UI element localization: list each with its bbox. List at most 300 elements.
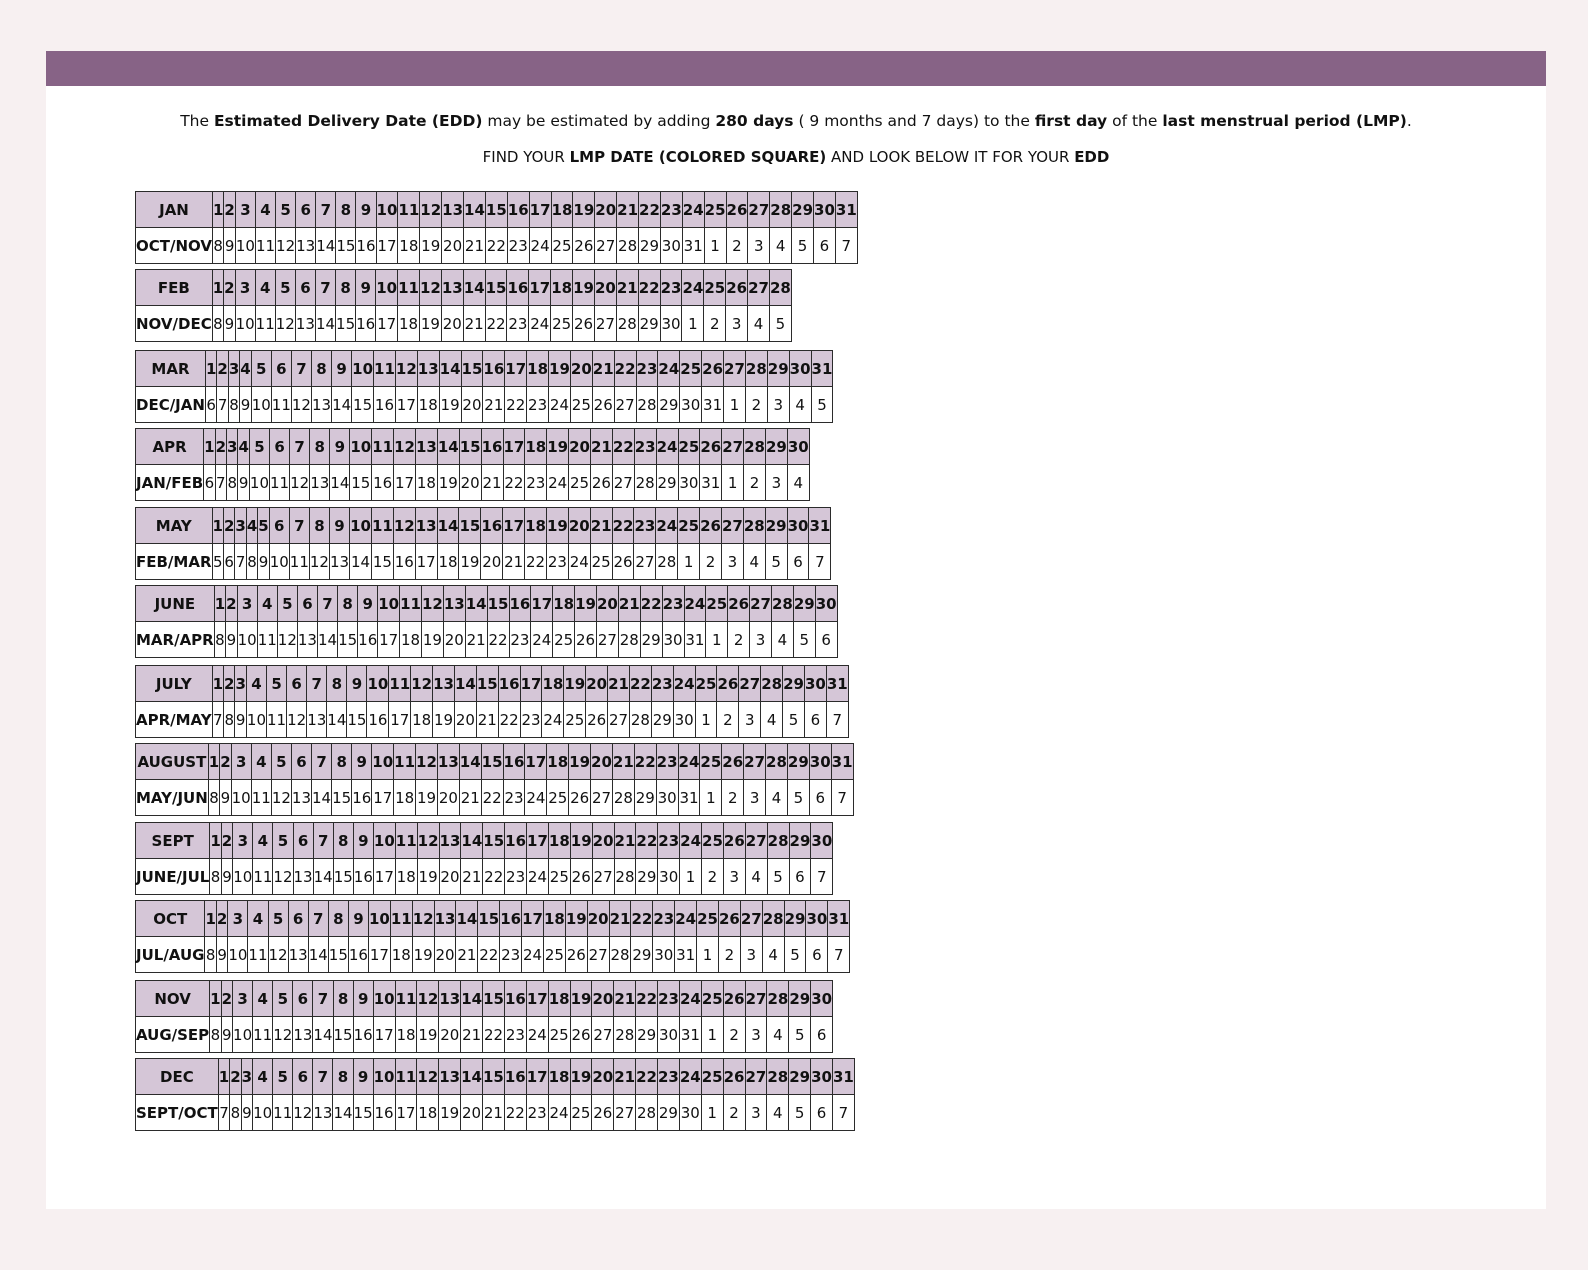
lmp-day-cell[interactable]: 10 bbox=[372, 744, 394, 780]
lmp-day-cell[interactable]: 11 bbox=[395, 823, 417, 859]
lmp-day-cell[interactable]: 12 bbox=[420, 192, 442, 228]
lmp-day-cell[interactable]: 5 bbox=[268, 901, 288, 937]
lmp-day-cell[interactable]: 21 bbox=[592, 351, 614, 387]
lmp-day-cell[interactable]: 6 bbox=[293, 1059, 313, 1095]
lmp-day-cell[interactable]: 23 bbox=[662, 586, 684, 622]
lmp-day-cell[interactable]: 28 bbox=[744, 429, 766, 465]
lmp-day-cell[interactable]: 21 bbox=[616, 270, 638, 306]
lmp-day-cell[interactable]: 24 bbox=[656, 429, 678, 465]
lmp-day-cell[interactable]: 18 bbox=[525, 429, 547, 465]
lmp-day-cell[interactable]: 14 bbox=[461, 981, 483, 1017]
lmp-day-cell[interactable]: 31 bbox=[811, 351, 833, 387]
lmp-day-cell[interactable]: 6 bbox=[296, 192, 316, 228]
lmp-day-cell[interactable]: 20 bbox=[570, 351, 592, 387]
lmp-day-cell[interactable]: 19 bbox=[565, 901, 587, 937]
lmp-day-cell[interactable]: 30 bbox=[811, 823, 833, 859]
lmp-day-cell[interactable]: 16 bbox=[483, 351, 505, 387]
lmp-day-cell[interactable]: 26 bbox=[718, 901, 740, 937]
lmp-day-cell[interactable]: 9 bbox=[356, 192, 376, 228]
lmp-day-cell[interactable]: 12 bbox=[395, 351, 417, 387]
lmp-day-cell[interactable]: 9 bbox=[353, 981, 373, 1017]
lmp-day-cell[interactable]: 23 bbox=[656, 744, 678, 780]
lmp-day-cell[interactable]: 13 bbox=[417, 351, 439, 387]
lmp-day-cell[interactable]: 2 bbox=[217, 351, 228, 387]
lmp-day-cell[interactable]: 20 bbox=[568, 508, 590, 544]
lmp-day-cell[interactable]: 5 bbox=[249, 429, 269, 465]
lmp-day-cell[interactable]: 23 bbox=[658, 823, 680, 859]
lmp-day-cell[interactable]: 11 bbox=[400, 586, 422, 622]
lmp-day-cell[interactable]: 1 bbox=[212, 666, 223, 702]
lmp-day-cell[interactable]: 8 bbox=[333, 981, 353, 1017]
lmp-day-cell[interactable]: 22 bbox=[614, 351, 636, 387]
lmp-day-cell[interactable]: 27 bbox=[745, 823, 767, 859]
lmp-day-cell[interactable]: 12 bbox=[422, 586, 444, 622]
lmp-day-cell[interactable]: 20 bbox=[591, 744, 613, 780]
lmp-day-cell[interactable]: 21 bbox=[591, 429, 613, 465]
lmp-day-cell[interactable]: 11 bbox=[398, 192, 420, 228]
lmp-day-cell[interactable]: 25 bbox=[697, 901, 719, 937]
lmp-day-cell[interactable]: 13 bbox=[439, 981, 461, 1017]
lmp-day-cell[interactable]: 12 bbox=[417, 1059, 439, 1095]
lmp-day-cell[interactable]: 13 bbox=[439, 1059, 461, 1095]
lmp-day-cell[interactable]: 25 bbox=[695, 666, 717, 702]
lmp-day-cell[interactable]: 3 bbox=[241, 1059, 252, 1095]
lmp-day-cell[interactable]: 16 bbox=[507, 270, 529, 306]
lmp-day-cell[interactable]: 29 bbox=[789, 981, 811, 1017]
lmp-day-cell[interactable]: 16 bbox=[498, 666, 520, 702]
lmp-day-cell[interactable]: 28 bbox=[743, 508, 765, 544]
lmp-day-cell[interactable]: 23 bbox=[660, 192, 682, 228]
lmp-day-cell[interactable]: 11 bbox=[398, 270, 420, 306]
lmp-day-cell[interactable]: 28 bbox=[761, 666, 783, 702]
lmp-day-cell[interactable]: 14 bbox=[437, 429, 459, 465]
lmp-day-cell[interactable]: 10 bbox=[350, 429, 372, 465]
lmp-day-cell[interactable]: 19 bbox=[575, 586, 597, 622]
lmp-day-cell[interactable]: 11 bbox=[395, 981, 417, 1017]
lmp-day-cell[interactable]: 4 bbox=[255, 192, 275, 228]
lmp-day-cell[interactable]: 4 bbox=[246, 666, 266, 702]
lmp-day-cell[interactable]: 18 bbox=[548, 981, 570, 1017]
lmp-day-cell[interactable]: 4 bbox=[255, 270, 275, 306]
lmp-day-cell[interactable]: 13 bbox=[442, 192, 464, 228]
lmp-day-cell[interactable]: 17 bbox=[520, 666, 542, 702]
lmp-day-cell[interactable]: 2 bbox=[221, 823, 232, 859]
lmp-day-cell[interactable]: 7 bbox=[308, 901, 328, 937]
lmp-day-cell[interactable]: 8 bbox=[333, 1059, 353, 1095]
lmp-day-cell[interactable]: 24 bbox=[680, 823, 702, 859]
lmp-day-cell[interactable]: 22 bbox=[636, 1059, 658, 1095]
lmp-day-cell[interactable]: 28 bbox=[745, 351, 767, 387]
lmp-day-cell[interactable]: 6 bbox=[270, 429, 290, 465]
lmp-day-cell[interactable]: 14 bbox=[461, 823, 483, 859]
lmp-day-cell[interactable]: 15 bbox=[485, 192, 507, 228]
lmp-day-cell[interactable]: 17 bbox=[529, 270, 551, 306]
lmp-day-cell[interactable]: 20 bbox=[569, 429, 591, 465]
lmp-day-cell[interactable]: 5 bbox=[251, 351, 271, 387]
lmp-day-cell[interactable]: 2 bbox=[216, 901, 227, 937]
lmp-day-cell[interactable]: 1 bbox=[212, 270, 223, 306]
lmp-day-cell[interactable]: 10 bbox=[373, 1059, 395, 1095]
lmp-day-cell[interactable]: 25 bbox=[700, 744, 722, 780]
lmp-day-cell[interactable]: 7 bbox=[291, 351, 311, 387]
lmp-day-cell[interactable]: 30 bbox=[804, 666, 826, 702]
lmp-day-cell[interactable]: 26 bbox=[723, 1059, 745, 1095]
lmp-day-cell[interactable]: 16 bbox=[500, 901, 522, 937]
lmp-day-cell[interactable]: 19 bbox=[573, 270, 595, 306]
lmp-day-cell[interactable]: 23 bbox=[658, 981, 680, 1017]
lmp-day-cell[interactable]: 2 bbox=[215, 429, 226, 465]
lmp-day-cell[interactable]: 26 bbox=[717, 666, 739, 702]
lmp-day-cell[interactable]: 1 bbox=[205, 901, 216, 937]
lmp-day-cell[interactable]: 1 bbox=[210, 823, 221, 859]
lmp-day-cell[interactable]: 3 bbox=[235, 192, 255, 228]
lmp-day-cell[interactable]: 20 bbox=[592, 981, 614, 1017]
lmp-day-cell[interactable]: 25 bbox=[704, 270, 726, 306]
lmp-day-cell[interactable]: 15 bbox=[481, 744, 503, 780]
lmp-day-cell[interactable]: 16 bbox=[507, 192, 529, 228]
lmp-day-cell[interactable]: 19 bbox=[570, 1059, 592, 1095]
lmp-day-cell[interactable]: 23 bbox=[634, 508, 656, 544]
lmp-day-cell[interactable]: 20 bbox=[592, 1059, 614, 1095]
lmp-day-cell[interactable]: 15 bbox=[461, 351, 483, 387]
lmp-day-cell[interactable]: 12 bbox=[417, 981, 439, 1017]
lmp-day-cell[interactable]: 4 bbox=[246, 508, 257, 544]
lmp-day-cell[interactable]: 23 bbox=[660, 270, 682, 306]
lmp-day-cell[interactable]: 29 bbox=[793, 586, 815, 622]
lmp-day-cell[interactable]: 30 bbox=[787, 508, 809, 544]
lmp-day-cell[interactable]: 6 bbox=[287, 666, 307, 702]
lmp-day-cell[interactable]: 10 bbox=[368, 901, 390, 937]
lmp-day-cell[interactable]: 26 bbox=[726, 192, 748, 228]
lmp-day-cell[interactable]: 4 bbox=[253, 1059, 273, 1095]
lmp-day-cell[interactable]: 5 bbox=[267, 666, 287, 702]
lmp-day-cell[interactable]: 7 bbox=[315, 270, 335, 306]
lmp-day-cell[interactable]: 28 bbox=[762, 901, 784, 937]
lmp-day-cell[interactable]: 22 bbox=[639, 192, 661, 228]
lmp-day-cell[interactable]: 17 bbox=[527, 823, 549, 859]
lmp-day-cell[interactable]: 19 bbox=[570, 823, 592, 859]
lmp-day-cell[interactable]: 2 bbox=[224, 666, 235, 702]
lmp-day-cell[interactable]: 24 bbox=[656, 508, 678, 544]
lmp-day-cell[interactable]: 22 bbox=[612, 508, 634, 544]
lmp-day-cell[interactable]: 6 bbox=[297, 586, 317, 622]
lmp-day-cell[interactable]: 10 bbox=[350, 508, 372, 544]
lmp-day-cell[interactable]: 17 bbox=[503, 508, 525, 544]
lmp-day-cell[interactable]: 27 bbox=[724, 351, 746, 387]
lmp-day-cell[interactable]: 27 bbox=[744, 744, 766, 780]
lmp-day-cell[interactable]: 24 bbox=[682, 192, 704, 228]
lmp-day-cell[interactable]: 2 bbox=[224, 270, 235, 306]
lmp-day-cell[interactable]: 9 bbox=[352, 744, 372, 780]
lmp-day-cell[interactable]: 6 bbox=[293, 823, 313, 859]
lmp-day-cell[interactable]: 20 bbox=[586, 666, 608, 702]
lmp-day-cell[interactable]: 25 bbox=[706, 586, 728, 622]
lmp-day-cell[interactable]: 11 bbox=[390, 901, 412, 937]
lmp-day-cell[interactable]: 2 bbox=[224, 192, 235, 228]
lmp-day-cell[interactable]: 3 bbox=[235, 508, 246, 544]
lmp-day-cell[interactable]: 15 bbox=[483, 1059, 505, 1095]
lmp-day-cell[interactable]: 17 bbox=[526, 1059, 548, 1095]
lmp-day-cell[interactable]: 27 bbox=[722, 429, 744, 465]
lmp-day-cell[interactable]: 11 bbox=[395, 1059, 417, 1095]
lmp-day-cell[interactable]: 3 bbox=[235, 666, 246, 702]
lmp-day-cell[interactable]: 8 bbox=[310, 429, 330, 465]
lmp-day-cell[interactable]: 15 bbox=[485, 270, 507, 306]
lmp-day-cell[interactable]: 7 bbox=[289, 508, 309, 544]
lmp-day-cell[interactable]: 28 bbox=[770, 192, 792, 228]
lmp-day-cell[interactable]: 21 bbox=[614, 981, 636, 1017]
lmp-day-cell[interactable]: 9 bbox=[332, 351, 352, 387]
lmp-day-cell[interactable]: 25 bbox=[680, 351, 702, 387]
lmp-day-cell[interactable]: 16 bbox=[504, 981, 526, 1017]
lmp-day-cell[interactable]: 22 bbox=[640, 586, 662, 622]
lmp-day-cell[interactable]: 21 bbox=[612, 744, 634, 780]
lmp-day-cell[interactable]: 6 bbox=[293, 981, 313, 1017]
lmp-day-cell[interactable]: 17 bbox=[526, 981, 548, 1017]
lmp-day-cell[interactable]: 4 bbox=[251, 744, 271, 780]
lmp-day-cell[interactable]: 3 bbox=[231, 744, 251, 780]
lmp-day-cell[interactable]: 24 bbox=[679, 981, 701, 1017]
lmp-day-cell[interactable]: 21 bbox=[618, 586, 640, 622]
lmp-day-cell[interactable]: 3 bbox=[233, 981, 253, 1017]
lmp-day-cell[interactable]: 15 bbox=[459, 508, 481, 544]
lmp-day-cell[interactable]: 11 bbox=[371, 508, 393, 544]
lmp-day-cell[interactable]: 27 bbox=[745, 981, 767, 1017]
lmp-day-cell[interactable]: 13 bbox=[434, 901, 456, 937]
lmp-day-cell[interactable]: 1 bbox=[212, 192, 223, 228]
lmp-day-cell[interactable]: 31 bbox=[833, 1059, 855, 1095]
lmp-day-cell[interactable]: 4 bbox=[257, 586, 277, 622]
lmp-day-cell[interactable]: 22 bbox=[631, 901, 653, 937]
lmp-day-cell[interactable]: 19 bbox=[570, 981, 592, 1017]
lmp-day-cell[interactable]: 1 bbox=[208, 744, 219, 780]
lmp-day-cell[interactable]: 18 bbox=[548, 1059, 570, 1095]
lmp-day-cell[interactable]: 8 bbox=[327, 666, 347, 702]
lmp-day-cell[interactable]: 14 bbox=[465, 586, 487, 622]
lmp-day-cell[interactable]: 30 bbox=[815, 586, 837, 622]
lmp-day-cell[interactable]: 18 bbox=[547, 744, 569, 780]
lmp-day-cell[interactable]: 5 bbox=[271, 744, 291, 780]
lmp-day-cell[interactable]: 25 bbox=[701, 981, 723, 1017]
lmp-day-cell[interactable]: 22 bbox=[636, 981, 658, 1017]
lmp-day-cell[interactable]: 29 bbox=[767, 351, 789, 387]
lmp-day-cell[interactable]: 5 bbox=[273, 981, 293, 1017]
lmp-day-cell[interactable]: 2 bbox=[230, 1059, 241, 1095]
lmp-day-cell[interactable]: 26 bbox=[723, 981, 745, 1017]
lmp-day-cell[interactable]: 27 bbox=[740, 901, 762, 937]
lmp-day-cell[interactable]: 25 bbox=[702, 823, 724, 859]
lmp-day-cell[interactable]: 27 bbox=[748, 270, 770, 306]
lmp-day-cell[interactable]: 14 bbox=[454, 666, 476, 702]
lmp-day-cell[interactable]: 14 bbox=[437, 508, 459, 544]
lmp-day-cell[interactable]: 12 bbox=[393, 508, 415, 544]
lmp-day-cell[interactable]: 13 bbox=[443, 586, 465, 622]
lmp-day-cell[interactable]: 13 bbox=[441, 270, 463, 306]
lmp-day-cell[interactable]: 25 bbox=[701, 1059, 723, 1095]
lmp-day-cell[interactable]: 17 bbox=[503, 429, 525, 465]
lmp-day-cell[interactable]: 3 bbox=[237, 586, 257, 622]
lmp-day-cell[interactable]: 30 bbox=[809, 744, 831, 780]
lmp-day-cell[interactable]: 6 bbox=[291, 744, 311, 780]
lmp-day-cell[interactable]: 15 bbox=[483, 823, 505, 859]
lmp-day-cell[interactable]: 7 bbox=[317, 586, 337, 622]
lmp-day-cell[interactable]: 29 bbox=[766, 429, 788, 465]
lmp-day-cell[interactable]: 7 bbox=[290, 429, 310, 465]
lmp-day-cell[interactable]: 2 bbox=[226, 586, 237, 622]
lmp-day-cell[interactable]: 7 bbox=[316, 192, 336, 228]
lmp-day-cell[interactable]: 30 bbox=[811, 981, 833, 1017]
lmp-day-cell[interactable]: 17 bbox=[529, 192, 551, 228]
lmp-day-cell[interactable]: 28 bbox=[766, 744, 788, 780]
lmp-day-cell[interactable]: 30 bbox=[814, 192, 836, 228]
lmp-day-cell[interactable]: 10 bbox=[376, 192, 398, 228]
lmp-day-cell[interactable]: 18 bbox=[543, 901, 565, 937]
lmp-day-cell[interactable]: 29 bbox=[784, 901, 806, 937]
lmp-day-cell[interactable]: 28 bbox=[767, 1059, 789, 1095]
lmp-day-cell[interactable]: 8 bbox=[333, 823, 353, 859]
lmp-day-cell[interactable]: 15 bbox=[459, 429, 481, 465]
lmp-day-cell[interactable]: 4 bbox=[238, 429, 249, 465]
lmp-day-cell[interactable]: 11 bbox=[372, 429, 394, 465]
lmp-day-cell[interactable]: 12 bbox=[412, 901, 434, 937]
lmp-day-cell[interactable]: 8 bbox=[332, 744, 352, 780]
lmp-day-cell[interactable]: 26 bbox=[702, 351, 724, 387]
lmp-day-cell[interactable]: 11 bbox=[394, 744, 416, 780]
lmp-day-cell[interactable]: 24 bbox=[675, 901, 697, 937]
lmp-day-cell[interactable]: 16 bbox=[503, 744, 525, 780]
lmp-day-cell[interactable]: 2 bbox=[220, 744, 231, 780]
lmp-day-cell[interactable]: 9 bbox=[356, 270, 376, 306]
lmp-day-cell[interactable]: 5 bbox=[273, 823, 293, 859]
lmp-day-cell[interactable]: 17 bbox=[531, 586, 553, 622]
lmp-day-cell[interactable]: 17 bbox=[522, 901, 544, 937]
lmp-day-cell[interactable]: 12 bbox=[394, 429, 416, 465]
lmp-day-cell[interactable]: 27 bbox=[745, 1059, 767, 1095]
lmp-day-cell[interactable]: 26 bbox=[700, 429, 722, 465]
lmp-day-cell[interactable]: 9 bbox=[353, 823, 373, 859]
lmp-day-cell[interactable]: 7 bbox=[312, 744, 332, 780]
lmp-day-cell[interactable]: 3 bbox=[227, 429, 238, 465]
lmp-day-cell[interactable]: 13 bbox=[437, 744, 459, 780]
lmp-day-cell[interactable]: 9 bbox=[329, 508, 349, 544]
lmp-day-cell[interactable]: 22 bbox=[638, 270, 660, 306]
lmp-day-cell[interactable]: 18 bbox=[551, 192, 573, 228]
lmp-day-cell[interactable]: 10 bbox=[373, 981, 395, 1017]
lmp-day-cell[interactable]: 21 bbox=[614, 1059, 636, 1095]
lmp-day-cell[interactable]: 18 bbox=[527, 351, 549, 387]
lmp-day-cell[interactable]: 28 bbox=[767, 823, 789, 859]
lmp-day-cell[interactable]: 19 bbox=[573, 192, 595, 228]
lmp-day-cell[interactable]: 7 bbox=[313, 823, 333, 859]
lmp-day-cell[interactable]: 8 bbox=[336, 270, 356, 306]
lmp-day-cell[interactable]: 5 bbox=[276, 192, 296, 228]
lmp-day-cell[interactable]: 7 bbox=[313, 981, 333, 1017]
lmp-day-cell[interactable]: 24 bbox=[673, 666, 695, 702]
lmp-day-cell[interactable]: 1 bbox=[218, 1059, 229, 1095]
lmp-day-cell[interactable]: 21 bbox=[590, 508, 612, 544]
lmp-day-cell[interactable]: 12 bbox=[416, 744, 438, 780]
lmp-day-cell[interactable]: 4 bbox=[240, 351, 251, 387]
lmp-day-cell[interactable]: 8 bbox=[328, 901, 348, 937]
lmp-day-cell[interactable]: 24 bbox=[684, 586, 706, 622]
lmp-day-cell[interactable]: 18 bbox=[553, 586, 575, 622]
lmp-day-cell[interactable]: 1 bbox=[212, 508, 223, 544]
lmp-day-cell[interactable]: 22 bbox=[634, 744, 656, 780]
lmp-day-cell[interactable]: 16 bbox=[504, 1059, 526, 1095]
lmp-day-cell[interactable]: 13 bbox=[416, 429, 438, 465]
lmp-day-cell[interactable]: 9 bbox=[348, 901, 368, 937]
lmp-day-cell[interactable]: 1 bbox=[214, 586, 225, 622]
lmp-day-cell[interactable]: 6 bbox=[295, 270, 315, 306]
lmp-day-cell[interactable]: 12 bbox=[417, 823, 439, 859]
lmp-day-cell[interactable]: 22 bbox=[629, 666, 651, 702]
lmp-day-cell[interactable]: 29 bbox=[765, 508, 787, 544]
lmp-day-cell[interactable]: 31 bbox=[835, 192, 857, 228]
lmp-day-cell[interactable]: 14 bbox=[459, 744, 481, 780]
lmp-day-cell[interactable]: 5 bbox=[258, 508, 269, 544]
lmp-day-cell[interactable]: 30 bbox=[811, 1059, 833, 1095]
lmp-day-cell[interactable]: 24 bbox=[678, 744, 700, 780]
lmp-day-cell[interactable]: 30 bbox=[806, 901, 828, 937]
lmp-day-cell[interactable]: 10 bbox=[376, 270, 398, 306]
lmp-day-cell[interactable]: 29 bbox=[789, 1059, 811, 1095]
lmp-day-cell[interactable]: 22 bbox=[612, 429, 634, 465]
lmp-day-cell[interactable]: 26 bbox=[728, 586, 750, 622]
lmp-day-cell[interactable]: 25 bbox=[678, 429, 700, 465]
lmp-day-cell[interactable]: 18 bbox=[525, 508, 547, 544]
lmp-day-cell[interactable]: 19 bbox=[549, 351, 571, 387]
lmp-day-cell[interactable]: 26 bbox=[723, 823, 745, 859]
lmp-day-cell[interactable]: 16 bbox=[509, 586, 531, 622]
lmp-day-cell[interactable]: 17 bbox=[525, 744, 547, 780]
lmp-day-cell[interactable]: 13 bbox=[439, 823, 461, 859]
lmp-day-cell[interactable]: 23 bbox=[651, 666, 673, 702]
lmp-day-cell[interactable]: 3 bbox=[228, 351, 239, 387]
lmp-day-cell[interactable]: 29 bbox=[787, 744, 809, 780]
lmp-day-cell[interactable]: 27 bbox=[750, 586, 772, 622]
lmp-day-cell[interactable]: 20 bbox=[592, 823, 614, 859]
lmp-day-cell[interactable]: 6 bbox=[271, 351, 291, 387]
lmp-day-cell[interactable]: 23 bbox=[658, 1059, 680, 1095]
lmp-day-cell[interactable]: 29 bbox=[783, 666, 805, 702]
lmp-day-cell[interactable]: 4 bbox=[248, 901, 268, 937]
lmp-day-cell[interactable]: 15 bbox=[487, 586, 509, 622]
lmp-day-cell[interactable]: 15 bbox=[476, 666, 498, 702]
lmp-day-cell[interactable]: 7 bbox=[313, 1059, 333, 1095]
lmp-day-cell[interactable]: 13 bbox=[433, 666, 455, 702]
lmp-day-cell[interactable]: 15 bbox=[483, 981, 505, 1017]
lmp-day-cell[interactable]: 18 bbox=[548, 823, 570, 859]
lmp-day-cell[interactable]: 23 bbox=[653, 901, 675, 937]
lmp-day-cell[interactable]: 27 bbox=[739, 666, 761, 702]
lmp-day-cell[interactable]: 20 bbox=[594, 270, 616, 306]
lmp-day-cell[interactable]: 3 bbox=[233, 823, 253, 859]
lmp-day-cell[interactable]: 3 bbox=[235, 270, 255, 306]
lmp-day-cell[interactable]: 10 bbox=[352, 351, 374, 387]
lmp-day-cell[interactable]: 19 bbox=[546, 508, 568, 544]
lmp-day-cell[interactable]: 31 bbox=[828, 901, 850, 937]
lmp-day-cell[interactable]: 12 bbox=[419, 270, 441, 306]
lmp-day-cell[interactable]: 2 bbox=[221, 981, 232, 1017]
lmp-day-cell[interactable]: 6 bbox=[288, 901, 308, 937]
lmp-day-cell[interactable]: 31 bbox=[826, 666, 848, 702]
lmp-day-cell[interactable]: 21 bbox=[614, 823, 636, 859]
lmp-day-cell[interactable]: 3 bbox=[228, 901, 248, 937]
lmp-day-cell[interactable]: 23 bbox=[634, 429, 656, 465]
lmp-day-cell[interactable]: 30 bbox=[787, 429, 809, 465]
lmp-day-cell[interactable]: 21 bbox=[608, 666, 630, 702]
lmp-day-cell[interactable]: 1 bbox=[210, 981, 221, 1017]
